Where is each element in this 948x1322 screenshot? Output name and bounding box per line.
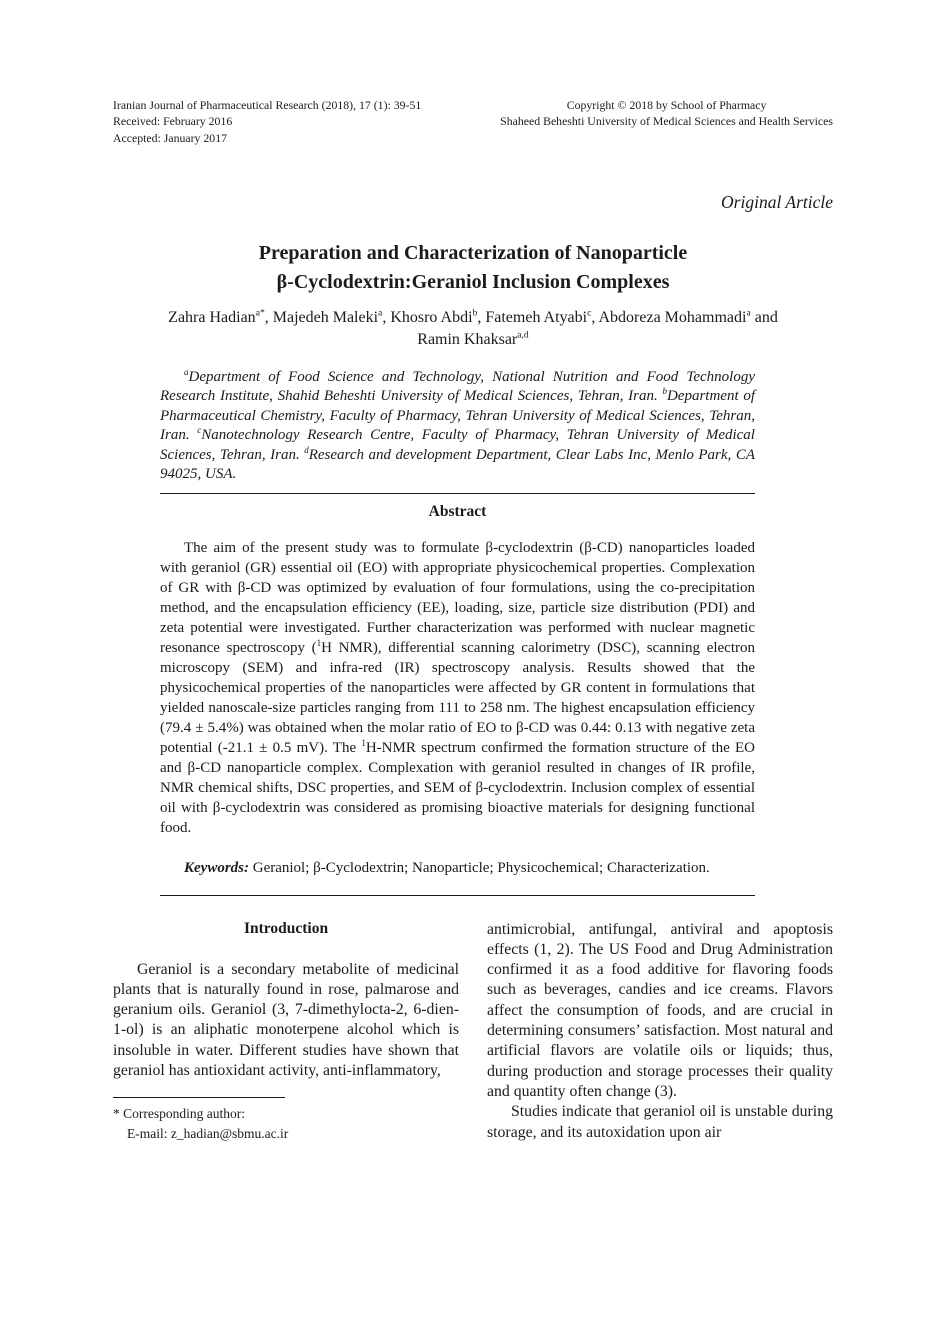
body-column-right: [487, 920, 833, 1144]
introduction-paragraph-2: antimicrobial, antifungal, antiviral and apoptosis effects (1, 2). The US Food and Drug Administration confirmed it as a food additive for flavoring foods such as beverages, candies and ice creams. Flavors affect the consumption of foods, and are crucial in determining consumers’ satisfaction. Most natural and artificial flavors are volatile oils or liquids; thus, during production and storage processes their quality and quantity often change (3).: [487, 920, 833, 1100]
journal-header-left: [113, 97, 421, 146]
keywords-text: Geraniol; β-Cyclodextrin; Nanoparticle; Physicochemical; Characterization.: [252, 859, 710, 876]
corresponding-author-footnote: [113, 1097, 459, 1143]
paper-title-line-1: Preparation and Characterization of Nanoparticle: [258, 241, 688, 264]
body-column-left: [113, 920, 459, 1144]
paper-title: [113, 239, 833, 297]
section-divider-bottom: [160, 895, 755, 896]
corresponding-author-email: E-mail: z_hadian@sbmu.ac.ir: [127, 1125, 289, 1141]
corresponding-author-note: * Corresponding author:: [113, 1106, 245, 1122]
authors-line: Zahra Hadian$^{a*}$, Majedeh Maleki$^a$, Khosro Abdi$^b$, Fatemeh Atyabi$^c$, Abdoreza Mohammadi$^a$ and Ramin Khaksar$^{a,d}$: [168, 307, 778, 349]
footnote-divider: [113, 1097, 285, 1098]
copyright-line: Copyright © 2018 by School of Pharmacy: [566, 98, 767, 112]
body-columns: [113, 920, 833, 1144]
article-type-label: Original Article: [721, 191, 833, 212]
keywords-label: Keywords:: [184, 859, 249, 876]
affiliations: $^a$Department of Food Science and Technology, National Nutrition and Food Technology Research Institute, Shahid Beheshti University of Medical Sciences, Tehran, Iran. $^b$Department of Pharmaceutical Chemistry, Faculty of Pharmacy, Tehran University of Medical Sciences, Tehran, Iran. $^c$Nanotechnology Research Centre, Faculty of Pharmacy, Tehran University of Medical Sciences, Tehran, Iran. $^d$Research and development Department, Clear Labs Inc, Menlo Park, CA 94025, USA.: [160, 366, 755, 483]
journal-citation: Iranian Journal of Pharmaceutical Research (2018), 17 (1): 39-51: [113, 98, 422, 112]
abstract-heading: Abstract: [428, 502, 487, 520]
journal-header-right: [500, 97, 833, 130]
journal-header: [113, 97, 833, 146]
introduction-paragraph-1: Geraniol is a secondary metabolite of medicinal plants that is naturally found in rose, palmarose and geranium oils. Geraniol (3, 7-dimethylocta-2, 6-dien-1-ol) is an aliphatic monoterpene alcohol which is insoluble in water. Different studies have shown that geraniol has antioxidant activity, anti-inflammatory,: [113, 960, 459, 1080]
keywords-line: [160, 858, 755, 878]
paper-title-line-2: β-Cyclodextrin:Geraniol Inclusion Complexes: [276, 270, 670, 293]
section-divider-top: [160, 493, 755, 494]
introduction-paragraph-3: Studies indicate that geraniol oil is unstable during storage, and its autoxidation upon air: [487, 1103, 833, 1141]
received-date: Received: February 2016: [113, 114, 233, 129]
introduction-heading: Introduction: [243, 919, 329, 937]
publisher-line: Shaheed Beheshti University of Medical Sciences and Health Services: [500, 114, 833, 129]
abstract-body: The aim of the present study was to formulate β-cyclodextrin (β-CD) nanoparticles loaded with geraniol (GR) essential oil (EO) with appropriate physicochemical properties. Complexation of GR with β-CD was optimized by evaluation of four formulations, using the co-precipitation method, and the encapsulation efficiency (EE), loading, size, particle size distribution (PDI) and zeta potential were investigated. Further characterization was performed with nuclear magnetic resonance spectroscopy ($^1$H NMR), differential scanning calorimetry (DSC), scanning electron microscopy (SEM) and infra-red (IR) spectroscopy analysis. Results showed that the physicochemical properties of the nanoparticles were affected by GR content in formulations that yielded nanoscale-size particles ranging from 111 to 258 nm. The highest encapsulation efficiency (79.4 ± 5.4%) was obtained when the molar ratio of EO to β-CD was 0.44: 0.13 with negative zeta potential (-21.1 ± 0.5 mV). The $^1$H-NMR spectrum confirmed the formation structure of the EO and β-CD nanoparticle complex. Complexation with geraniol resulted in changes of IR profile, NMR chemical shifts, DSC properties, and SEM of β-cyclodextrin. Inclusion complex of essential oil with β-cyclodextrin was considered as promising bioactive materials for designing functional food.: [160, 539, 755, 836]
accepted-date: Accepted: January 2017: [113, 130, 227, 145]
